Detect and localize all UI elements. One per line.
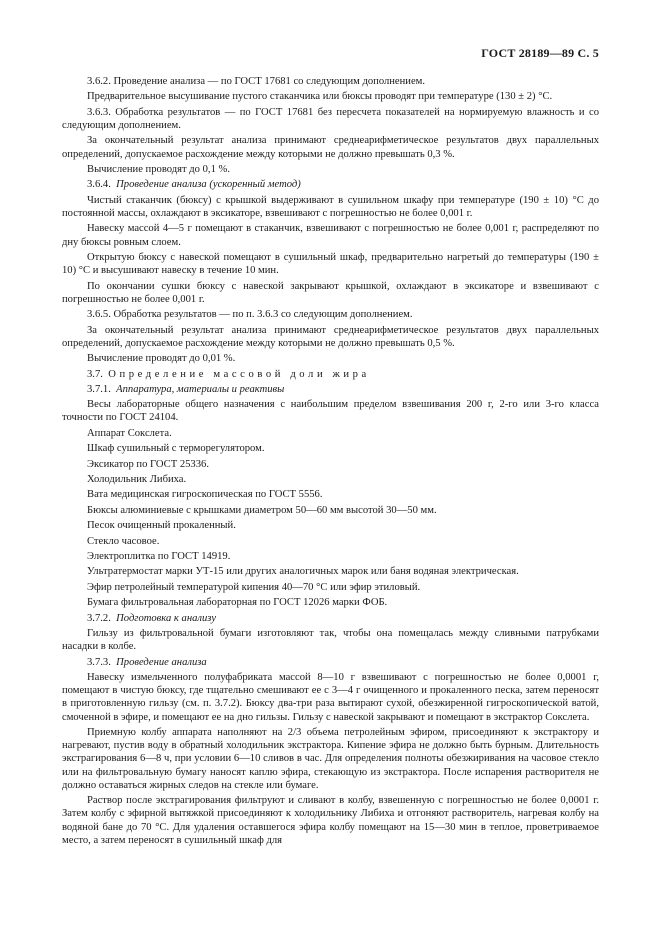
section-heading: Подготовка к анализу [116, 612, 217, 624]
section-heading: Проведение анализа [116, 656, 207, 668]
paragraph: Песок очищенный прокаленный. [87, 520, 236, 532]
section-heading: Аппаратура, материалы и реактивы [116, 383, 285, 395]
section-title: Определение массовой доли жира [108, 368, 370, 380]
document-body [62, 75, 599, 849]
paragraph: Эфир петролейный температурой кипения 40—70 °С или эфир этиловый. [87, 581, 421, 593]
paragraph: За окончательный результат анализа принимают среднеарифметическое результатов двух параллельных определений, допускаемое расхождение между которыми не должно превышать 0,3 %. [62, 135, 599, 160]
paragraph: 3.6.5. Обработка результатов — по п. 3.6.3 со следующим дополнением. [87, 309, 413, 321]
paragraph: Бумага фильтровальная лабораторная по ГОСТ 12026 марки ФОБ. [87, 597, 388, 609]
paragraph: Аппарат Сокслета. [87, 427, 172, 439]
paragraph: Гильзу из фильтровальной бумаги изготовляют так, чтобы она помещалась между сливными патрубками насадки в колбе. [62, 627, 599, 653]
paragraph: Стекло часовое. [87, 535, 160, 547]
paragraph: За окончательный результат анализа принимают среднеарифметическое результатов двух параллельных определений, допускаемое расхождение между которыми не должно превышать 0,5 %. [62, 324, 599, 349]
paragraph: Приемную колбу аппарата наполняют на 2/3 объема петролейным эфиром, присоединяют к экстрактору и нагревают, пустив воду в обратный холодильник экстрактора. Кипение эфира не должно быть бурным. Длительность экстрагирования 6—8 ч, при условии 6—10 сливов в час. Для определения полноты обезжиривания на часовое стекло или на фильтровальную бумагу наносят каплю эфира, стекающую из экстрактора. После испарения растворителя не должно оставаться жирных следов на стекле или бумаге. [62, 726, 599, 791]
paragraph: Предварительное высушивание пустого стаканчика или бюксы проводят при температуре (130 ± 2) °С. [87, 91, 553, 103]
paragraph: Холодильник Либиха. [87, 474, 187, 486]
paragraph [62, 178, 599, 191]
paragraph: Шкаф сушильный с терморегулятором. [87, 443, 265, 455]
section-number: 3.7.2. [87, 612, 111, 624]
paragraph: Вата медицинская гигроскопическая по ГОСТ 5556. [87, 489, 323, 501]
paragraph: Бюксы алюминиевые с крышками диаметром 50—60 мм высотой 30—50 мм. [87, 504, 437, 516]
paragraph: 3.6.2. Проведение анализа — по ГОСТ 17681 со следующим дополнением. [87, 76, 426, 87]
paragraph: Весы лабораторные общего назначения с наибольшим пределом взвешивания 200 г, 2-го или 3-го класса точности по ГОСТ 24104. [62, 399, 599, 424]
section-number: 3.7. [87, 368, 103, 380]
paragraph [62, 612, 599, 625]
paragraph [62, 383, 599, 396]
paragraph: Раствор после экстрагирования фильтруют и сливают в колбу, взвешенную с погрешностью не более 0,0001 г. Затем колбу с эфирной вытяжкой присоединяют к холодильнику Либиха и отгоняют растворитель, нагревая колбу на водяной бане до 70 °С. Для удаления оставшегося эфира колбу помещают на 15—30 мин в теплое, проветриваемое место, а затем переносят в сушильный шкаф для [62, 795, 599, 846]
paragraph: Навеску массой 4—5 г помещают в стаканчик, взвешивают с погрешностью не более 0,001 г, распределяют по дну бюксы ровным слоем. [62, 223, 599, 248]
section-number: 3.7.3. [87, 656, 111, 668]
paragraph: Вычисление проводят до 0,01 %. [87, 353, 236, 365]
paragraph [62, 368, 599, 381]
paragraph: Чистый стаканчик (бюксу) с крышкой выдерживают в сушильном шкафу при температуре (190 ± 10) °С до постоянной массы, охлаждают в эксикаторе, взвешивают с погрешностью не более 0,001 г. [62, 194, 599, 219]
paragraph: Эксикатор по ГОСТ 25336. [87, 458, 209, 470]
page-header: ГОСТ 28189—89 С. 5 [481, 46, 599, 60]
paragraph: Ультратермостат марки УТ-15 или других аналогичных марок или баня водяная электрическая. [87, 566, 519, 578]
section-number: 3.6.4. [87, 179, 111, 191]
paragraph: По окончании сушки бюксу с навеской закрывают крышкой, охлаждают в эксикаторе и взвешивают с погрешностью не более 0,001 г. [62, 280, 599, 305]
paragraph: Открытую бюксу с навеской помещают в сушильный шкаф, предварительно нагретый до температуры (190 ± 10) °С и высушивают навеску в течение 10 мин. [62, 251, 599, 277]
paragraph: Вычисление проводят до 0,1 %. [87, 163, 230, 175]
paragraph: Электроплитка по ГОСТ 14919. [87, 551, 231, 562]
paragraph: 3.6.3. Обработка результатов — по ГОСТ 17681 без пересчета показателей на нормируемую влажность и со следующим дополнением. [62, 106, 599, 131]
section-number: 3.7.1. [87, 383, 111, 395]
section-heading: Проведение анализа (ускоренный метод) [116, 179, 301, 191]
paragraph: Навеску измельченного полуфабриката массой 8—10 г взвешивают с погрешностью не более 0,0001 г, помещают в чистую бюксу, где тщательно смешивают ее с 3—4 г очищенного и прокаленного песка, затем переносят в приготовленную гильзу (см. п. 3.7.2). Бюксу два-три раза вытирают сухой, обезжиренной гигроскопической ватой, смоченной в эфире, и помещают ее на дно гильзы. Гильзу с навеской закрывают и помещают в экстрактор Сокслета. [62, 671, 599, 723]
paragraph [62, 656, 599, 669]
